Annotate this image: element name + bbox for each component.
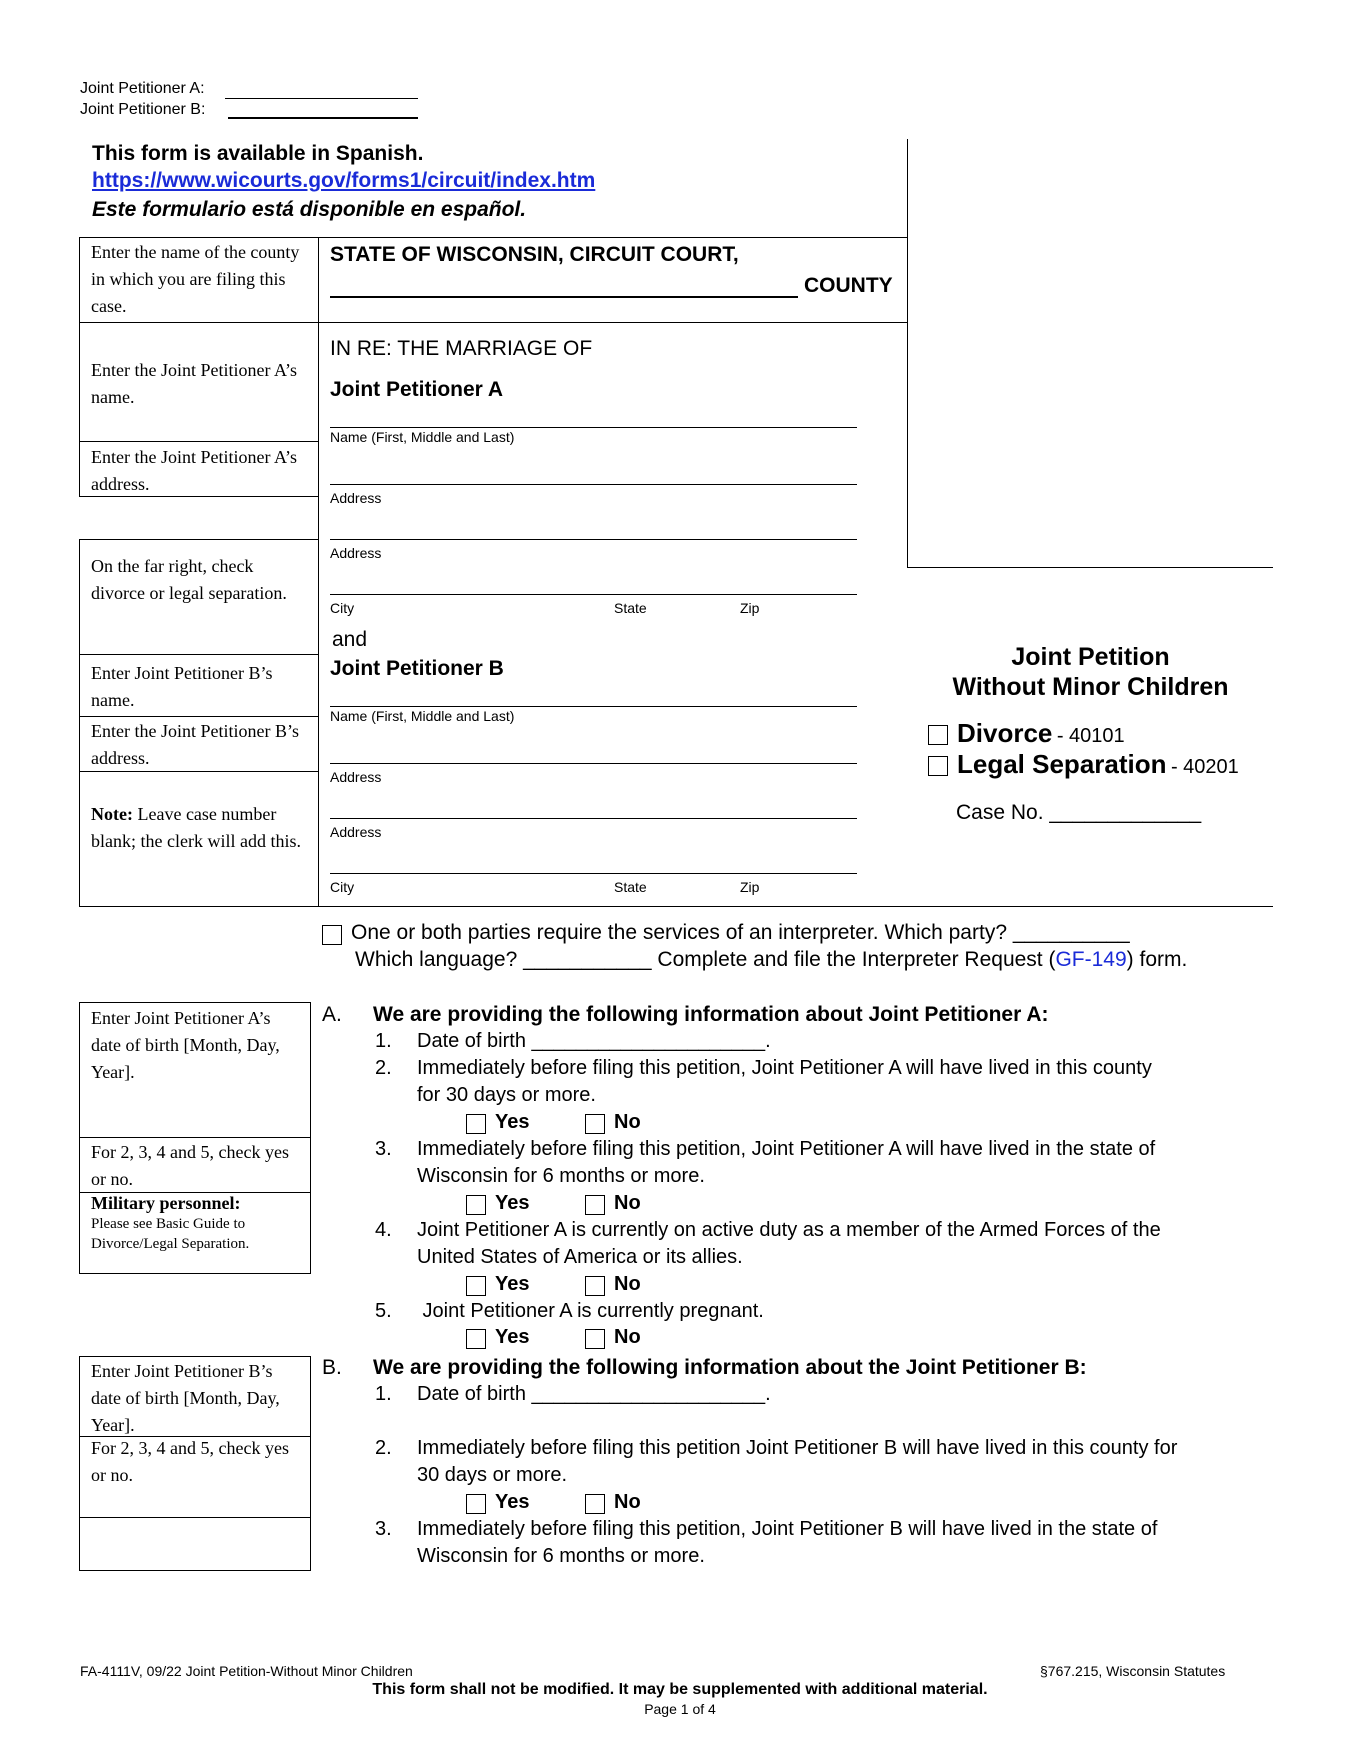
sidebar-military-text: Please see Basic Guide to Divorce/Legal Separation.: [91, 1216, 250, 1252]
a-item-4-num: 4.: [375, 1219, 392, 1241]
a-item-5-yes-checkbox[interactable]: [466, 1329, 486, 1349]
sidebar-b-address-text: Enter the Joint Petitioner B’s address.: [91, 721, 299, 768]
interpreter-language-text: Which language? ___________ Complete and file the Interpreter Request (: [355, 948, 1056, 971]
b-name-line[interactable]: [330, 706, 857, 707]
a-name-line[interactable]: [330, 427, 857, 428]
divorce-checkbox[interactable]: [928, 725, 948, 745]
legal-separation-option: [957, 749, 1239, 780]
b-item-1-text[interactable]: Date of birth _____________________.: [417, 1383, 771, 1405]
form-title-line2: Without Minor Children: [952, 673, 1229, 701]
b-item-2-yes-label: Yes: [495, 1491, 530, 1513]
petitioner-b-heading: Joint Petitioner B: [330, 657, 504, 680]
b-state-label: State: [614, 879, 647, 895]
a-item-2-no-label: No: [614, 1111, 641, 1133]
court-heading: STATE OF WISCONSIN, CIRCUIT COURT,: [330, 243, 739, 266]
b-city-label: City: [330, 879, 355, 895]
a-item-2-no-checkbox[interactable]: [585, 1114, 605, 1134]
b-item-3-num: 3.: [375, 1518, 392, 1540]
a-address-line-1[interactable]: [330, 484, 857, 485]
sidebar-a-dob-text: Enter Joint Petitioner A’s date of birth [Month, Day, Year].: [91, 1008, 280, 1082]
a-item-2-yes-checkbox[interactable]: [466, 1114, 486, 1134]
legal-separation-code: - 40201: [1170, 756, 1239, 778]
footer-notice: This form shall not be modified. It may be supplemented with additional material.: [372, 1681, 988, 1698]
b-address-label-1: Address: [330, 769, 382, 785]
interpreter-line-2: [355, 948, 1187, 972]
a-item-4-text2: United States of America or its allies.: [417, 1246, 743, 1268]
sidebar-county-text: Enter the name of the county in which you are filing this case.: [91, 242, 300, 316]
section-a-heading: We are providing the following information about Joint Petitioner A:: [373, 1003, 1049, 1026]
a-city-label: City: [330, 600, 355, 616]
b-city-line[interactable]: [330, 873, 857, 874]
a-item-5-no-label: No: [614, 1326, 641, 1348]
a-state-label: State: [614, 600, 647, 616]
a-name-label: Name (First, Middle and Last): [330, 429, 515, 445]
sidebar-yes-no-b-text: For 2, 3, 4 and 5, check yes or no.: [91, 1438, 289, 1485]
divorce-option: [957, 718, 1125, 749]
forms-url-link[interactable]: https://www.wicourts.gov/forms1/circuit/index.htm: [92, 169, 596, 192]
top-petitioner-a-line[interactable]: [225, 98, 418, 99]
b-item-2-no-checkbox[interactable]: [585, 1494, 605, 1514]
spanish-note: Este formulario está disponible en español.: [92, 198, 527, 221]
a-item-5-text: Joint Petitioner A is currently pregnant.: [417, 1300, 764, 1322]
a-item-2-yes-label: Yes: [495, 1111, 530, 1133]
gf-149-link[interactable]: GF-149: [1055, 948, 1127, 971]
b-address-line-2[interactable]: [330, 818, 857, 819]
section-b-heading: We are providing the following information about the Joint Petitioner B:: [373, 1356, 1087, 1379]
a-item-5-no-checkbox[interactable]: [585, 1329, 605, 1349]
a-item-3-no-checkbox[interactable]: [585, 1195, 605, 1215]
b-item-3-text: Immediately before filing this petition, Joint Petitioner B will have lived in the state of: [417, 1518, 1158, 1540]
a-item-2-num: 2.: [375, 1057, 392, 1079]
a-zip-label: Zip: [740, 600, 760, 616]
b-item-2-text: Immediately before filing this petition Joint Petitioner B will have lived in this county for: [417, 1437, 1178, 1459]
sidebar-a-address-text: Enter the Joint Petitioner A’s address.: [91, 447, 297, 494]
sidebar-a-name-text: Enter the Joint Petitioner A’s name.: [91, 360, 297, 407]
a-item-2-text2: for 30 days or more.: [417, 1084, 596, 1106]
sidebar-blank-box: [79, 1517, 311, 1571]
a-address-line-2[interactable]: [330, 539, 857, 540]
a-item-4-no-checkbox[interactable]: [585, 1276, 605, 1296]
a-item-1-text[interactable]: Date of birth _____________________.: [417, 1030, 771, 1052]
footer-statute: §767.215, Wisconsin Statutes: [1040, 1663, 1226, 1679]
b-address-label-2: Address: [330, 824, 382, 840]
in-re-heading: IN RE: THE MARRIAGE OF: [330, 337, 593, 360]
legal-separation-label: Legal Separation: [957, 749, 1167, 779]
form-title-line1: Joint Petition: [1011, 643, 1170, 671]
interpreter-checkbox[interactable]: [322, 925, 342, 945]
sidebar-note-label: Note:: [91, 804, 133, 824]
a-item-3-text: Immediately before filing this petition, Joint Petitioner A will have lived in the state of: [417, 1138, 1156, 1160]
a-item-4-yes-checkbox[interactable]: [466, 1276, 486, 1296]
b-item-3-text2: Wisconsin for 6 months or more.: [417, 1545, 705, 1567]
divorce-code: - 40101: [1056, 725, 1125, 747]
divorce-label: Divorce: [957, 718, 1053, 748]
top-petitioner-b-label: Joint Petitioner B:: [80, 101, 206, 118]
sidebar-note-body: Leave case number blank; the clerk will add this.: [91, 804, 301, 851]
caption-right-border: [907, 139, 908, 568]
a-item-4-yes-label: Yes: [495, 1273, 530, 1295]
sidebar-military-label: Military personnel:: [91, 1193, 241, 1213]
sidebar-check-text: On the far right, check divorce or legal separation.: [91, 556, 287, 603]
a-item-1-num: 1.: [375, 1030, 392, 1052]
sidebar-note-text: [91, 801, 301, 855]
b-zip-label: Zip: [740, 879, 760, 895]
a-item-5-num: 5.: [375, 1300, 392, 1322]
b-item-2-num: 2.: [375, 1437, 392, 1459]
sidebar-b-name-text: Enter Joint Petitioner B’s name.: [91, 663, 273, 710]
a-item-5-yes-label: Yes: [495, 1326, 530, 1348]
county-label: COUNTY: [804, 274, 893, 297]
a-address-label-1: Address: [330, 490, 382, 506]
top-petitioner-a-label: Joint Petitioner A:: [80, 80, 205, 97]
b-item-2-yes-checkbox[interactable]: [466, 1494, 486, 1514]
interpreter-form-text: ) form.: [1126, 948, 1188, 971]
a-item-3-num: 3.: [375, 1138, 392, 1160]
legal-separation-checkbox[interactable]: [928, 756, 948, 776]
interpreter-line-1: One or both parties require the services of an interpreter. Which party? __________: [351, 921, 1130, 944]
caption-right-bottom: [907, 567, 1273, 568]
top-petitioner-b-line[interactable]: [228, 117, 418, 119]
b-item-1-num: 1.: [375, 1383, 392, 1405]
section-a-letter: A.: [322, 1003, 342, 1026]
a-item-2-text: Immediately before filing this petition, Joint Petitioner A will have lived in this county: [417, 1057, 1152, 1079]
a-item-3-no-label: No: [614, 1192, 641, 1214]
a-address-label-2: Address: [330, 545, 382, 561]
a-item-3-yes-checkbox[interactable]: [466, 1195, 486, 1215]
sidebar-yes-no-a-text: For 2, 3, 4 and 5, check yes or no.: [91, 1142, 289, 1189]
spanish-availability-note: This form is available in Spanish.: [92, 142, 424, 165]
a-item-3-text2: Wisconsin for 6 months or more.: [417, 1165, 705, 1187]
and-label: and: [332, 628, 368, 651]
case-number-field[interactable]: Case No. _____________: [956, 801, 1202, 824]
petitioner-a-heading: Joint Petitioner A: [330, 378, 504, 401]
sidebar-b-dob-text: Enter Joint Petitioner B’s date of birth [Month, Day, Year].: [91, 1361, 280, 1435]
footer-form-id: FA-4111V, 09/22 Joint Petition-Without Minor Children: [80, 1663, 413, 1679]
a-item-3-yes-label: Yes: [495, 1192, 530, 1214]
a-item-4-text: Joint Petitioner A is currently on active duty as a member of the Armed Forces of the: [417, 1219, 1161, 1241]
section-b-letter: B.: [322, 1356, 342, 1379]
footer-page-number: Page 1 of 4: [644, 1701, 716, 1717]
county-name-line[interactable]: [330, 296, 798, 298]
a-city-line[interactable]: [330, 594, 857, 595]
a-item-4-no-label: No: [614, 1273, 641, 1295]
b-name-label: Name (First, Middle and Last): [330, 708, 515, 724]
b-item-2-text2: 30 days or more.: [417, 1464, 568, 1486]
b-item-2-no-label: No: [614, 1491, 641, 1513]
b-address-line-1[interactable]: [330, 763, 857, 764]
